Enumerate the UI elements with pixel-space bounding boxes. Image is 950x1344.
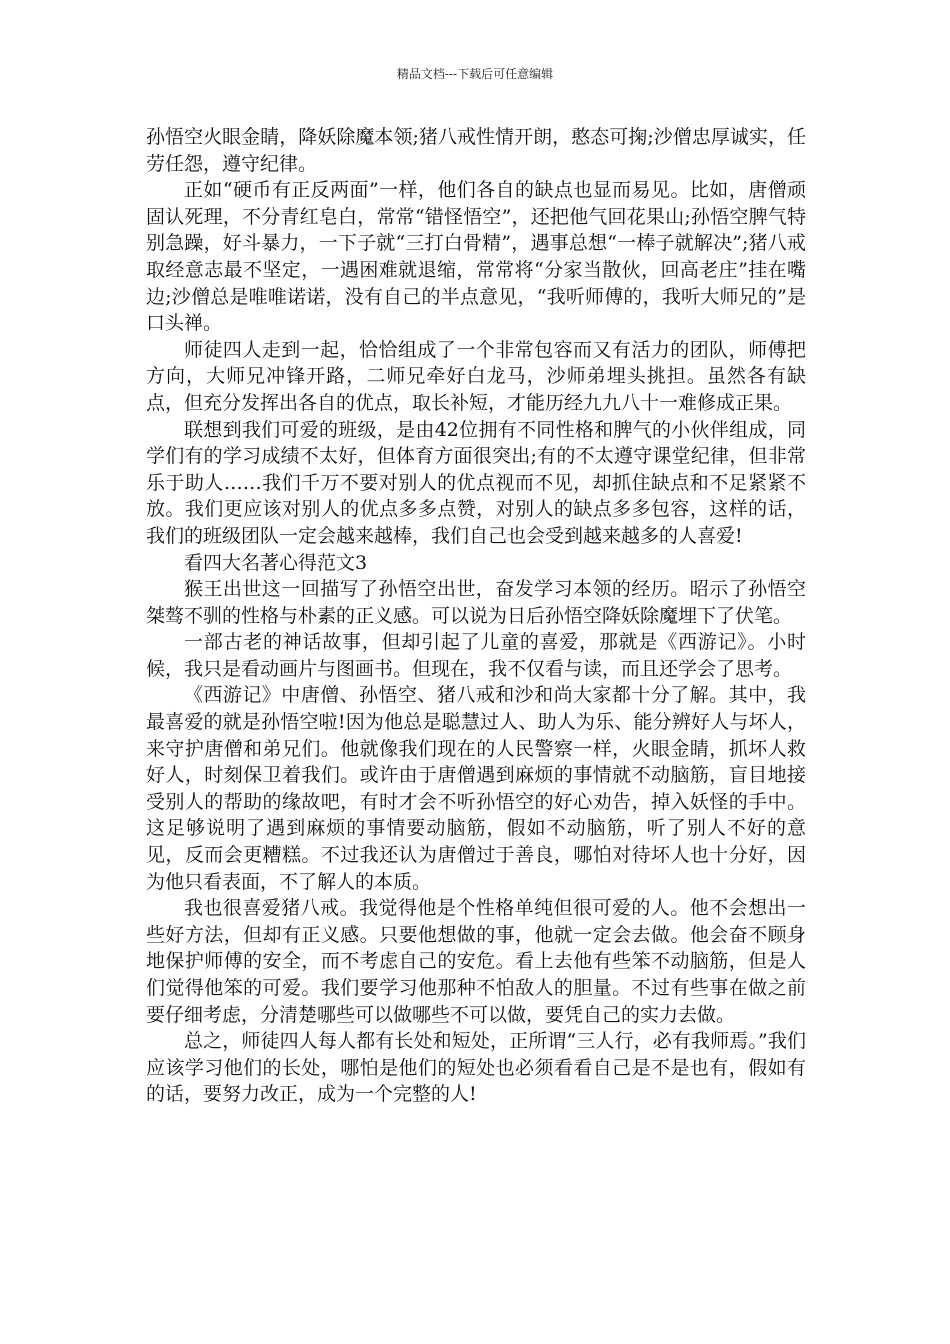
paragraph-7: 《西游记》中唐僧、孙悟空、猪八戒和沙和尚大家都十分了解。其中，我最喜爱的就是孙悟空啦!因为他总是聪慧过人、助人为乐、能分辨好人与坏人，来守护唐僧和弟兄们。他就像我们现在的人民警察一样，火眼金睛，抓坏人救好人，时刻保卫着我们。或许由于唐僧遇到麻烦的事情就不动脑筋，盲目地接受别人的帮助的缘故吧，有时才会不听孙悟空的好心劝告，掉入妖怪的手中。这足够说明了遇到麻烦的事情要动脑筋，假如不动脑筋，听了别人不好的意见，反而会更糟糕。不过我还认为唐僧过于善良，哪怕对待坏人也十分好，因为他只看表面，不了解人的本质。 [146, 684, 806, 893]
paragraph-9: 总之，师徒四人每人都有长处和短处，正所谓“三人行，必有我师焉。”我们应该学习他们的长处，哪怕是他们的短处也必须看看自己是不是也有，假如有的话，要努力改正，成为一个完整的人! [146, 1030, 806, 1106]
paragraph-8: 我也很喜爱猪八戒。我觉得他是个性格单纯但很可爱的人。他不会想出一些好方法，但却有正义感。只要他想做的事，他就一定会去做。他会奋不顾身地保护师傅的安全，而不考虑自己的安危。看上去他有些笨不动脑筋，但是人们觉得他笨的可爱。我们要学习他那种不怕敌人的胆量。不过有些事在做之前要仔细考虑，分清楚哪些可以做哪些不可以做，要凭自己的实力去做。 [146, 897, 806, 1026]
document-body [146, 124, 806, 1108]
page-header: 精品文档---下载后可任意编辑 [396, 67, 554, 81]
paragraph-6: 一部古老的神话故事，但却引起了儿童的喜爱，那就是《西游记》。小时候，我只是看动画片与图画书。但现在，我不仅看与读，而且还学会了思考。 [146, 631, 806, 680]
paragraph-1: 孙悟空火眼金睛，降妖除魔本领;猪八戒性情开朗，憨态可掬;沙僧忠厚诚实，任劳任怨，遵守纪律。 [146, 126, 806, 175]
paragraph-5: 猴王出世这一回描写了孙悟空出世，奋发学习本领的经历。昭示了孙悟空桀骜不驯的性格与朴素的正义感。可以说为日后孙悟空降妖除魔埋下了伏笔。 [146, 578, 806, 627]
paragraph-2: 正如“硬币有正反两面”一样，他们各自的缺点也显而易见。比如，唐僧顽固认死理，不分青红皂白，常常“错怪悟空”，还把他气回花果山;孙悟空脾气特别急躁，好斗暴力，一下子就“三打白骨精”，遇事总想“一棒子就解决”;猪八戒取经意志最不坚定，一遇困难就退缩，常常将“分家当散伙，回高老庄”挂在嘴边;沙僧总是唯唯诺诺，没有自己的半点意见，“我听师傅的，我听大师兄的”是口头禅。 [146, 179, 806, 335]
paragraph-3: 师徒四人走到一起，恰恰组成了一个非常包容而又有活力的团队，师傅把方向，大师兄冲锋开路，二师兄牵好白龙马，沙师弟埋头挑担。虽然各有缺点，但充分发挥出各自的优点，取长补短，才能历经九九八十一难修成正果。 [146, 338, 806, 414]
section-heading: 看四大名著心得范文3 [184, 551, 368, 574]
paragraph-4: 联想到我们可爱的班级，是由42位拥有不同性格和脾气的小伙伴组成，同学们有的学习成绩不太好，但体育方面很突出;有的不太遵守课堂纪律，但非常乐于助人……我们千万不要对别人的优点视而不见，却抓住缺点和不足紧紧不放。我们更应该对别人的优点多多点赞，对别人的缺点多多包容，这样的话，我们的班级团队一定会越来越棒，我们自己也会受到越来越多的人喜爱! [146, 418, 806, 547]
